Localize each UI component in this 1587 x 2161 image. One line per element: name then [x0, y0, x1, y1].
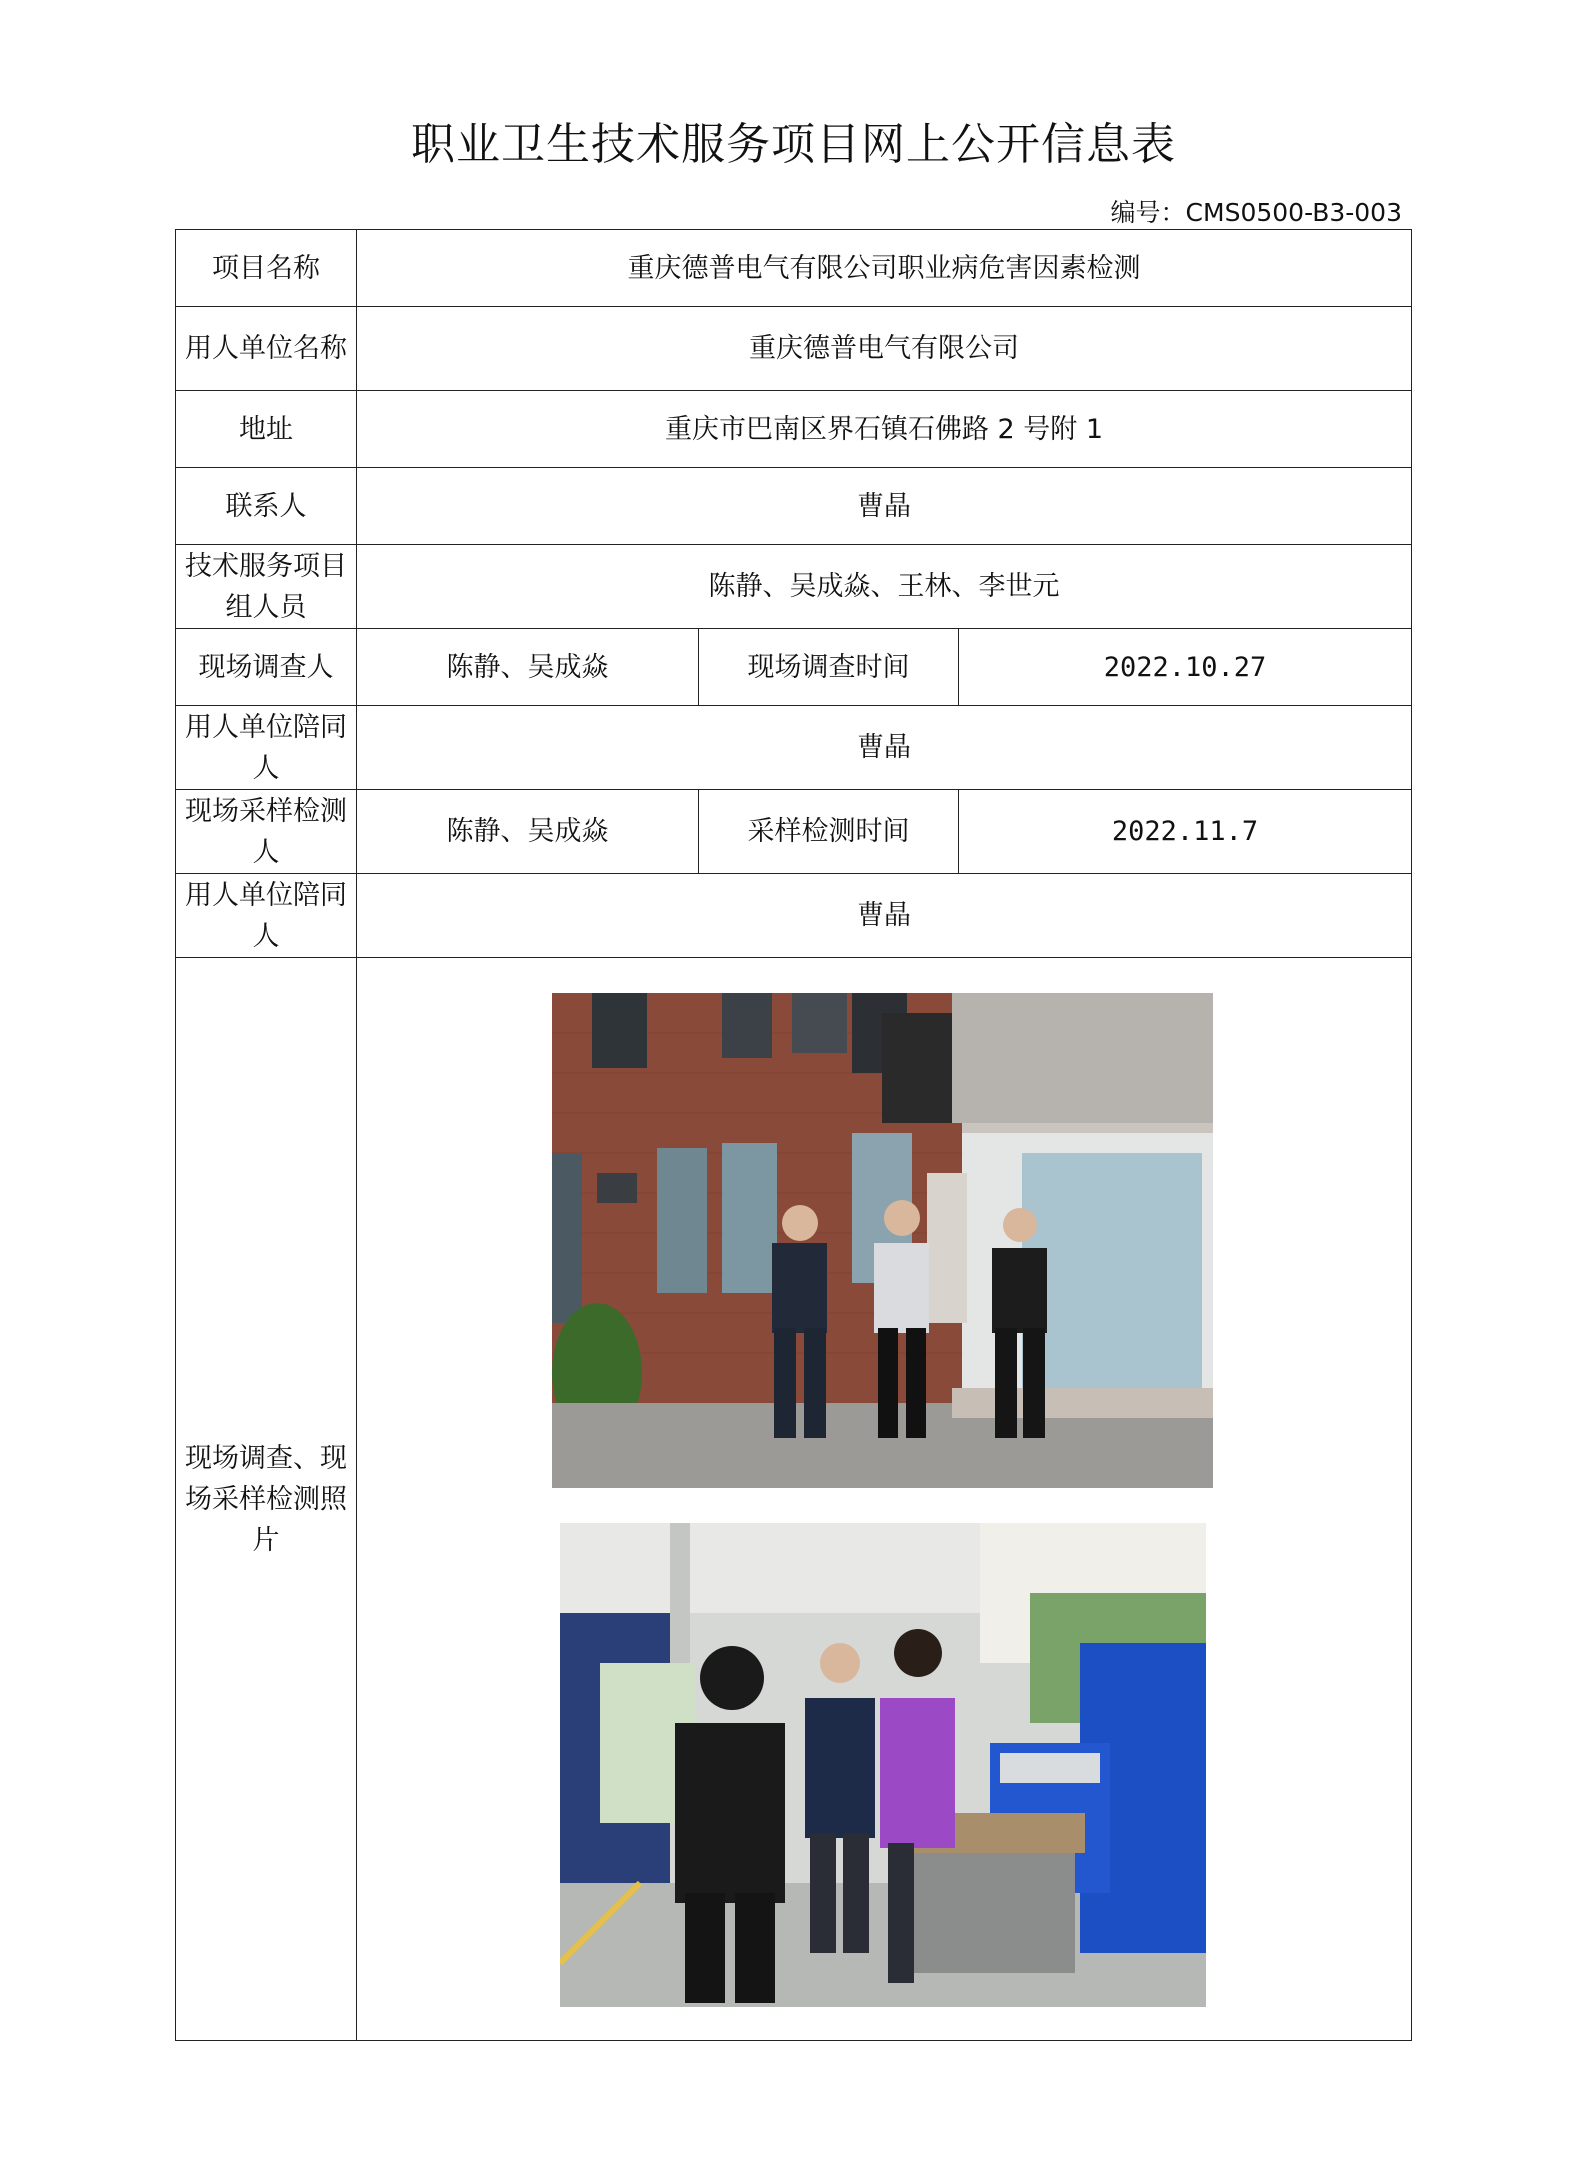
sampling-value: 陈静、吴成焱 [357, 790, 699, 874]
address-value: 重庆市巴南区界石镇石佛路 2 号附 1 [357, 391, 1412, 468]
project-name-value: 重庆德普电气有限公司职业病危害因素检测 [357, 230, 1412, 307]
site-survey-value: 陈静、吴成焱 [357, 629, 699, 706]
sampling-time-value: 2022.11.7 [959, 790, 1412, 874]
table-row [176, 307, 1412, 391]
sampling-label: 现场采样检测人 [176, 790, 357, 874]
info-table [175, 229, 1412, 2041]
site-survey-time-value: 2022.10.27 [959, 629, 1412, 706]
table-row [176, 545, 1412, 629]
sampling-escort-value: 曹晶 [357, 874, 1412, 958]
table-row [176, 468, 1412, 545]
site-survey-label: 现场调查人 [176, 629, 357, 706]
document-number: 编号：CMS0500-B3-003 [1110, 198, 1402, 227]
table-row [176, 391, 1412, 468]
team-members-value: 陈静、吴成焱、王林、李世元 [357, 545, 1412, 629]
contact-label: 联系人 [176, 468, 357, 545]
survey-escort-value: 曹晶 [357, 706, 1412, 790]
team-members-label: 技术服务项目组人员 [176, 545, 357, 629]
photo-workshop-sampling [560, 1523, 1206, 2007]
photo-building-entrance-group [552, 993, 1213, 1488]
sampling-time-label: 采样检测时间 [699, 790, 959, 874]
project-name-label: 项目名称 [176, 230, 357, 307]
table-row [176, 230, 1412, 307]
photos-container [357, 958, 1411, 2040]
site-survey-time-label: 现场调查时间 [699, 629, 959, 706]
table-row [176, 706, 1412, 790]
photos-cell [357, 958, 1412, 2041]
contact-value: 曹晶 [357, 468, 1412, 545]
table-row [176, 958, 1412, 2041]
table-row [176, 790, 1412, 874]
address-label: 地址 [176, 391, 357, 468]
table-row [176, 874, 1412, 958]
employer-name-value: 重庆德普电气有限公司 [357, 307, 1412, 391]
workshop-sampling-image [560, 1523, 1206, 2007]
page-title: 职业卫生技术服务项目网上公开信息表 [411, 119, 1176, 170]
sampling-escort-label: 用人单位陪同人 [176, 874, 357, 958]
survey-escort-label: 用人单位陪同人 [176, 706, 357, 790]
employer-name-label: 用人单位名称 [176, 307, 357, 391]
building-entrance-image [552, 993, 1213, 1488]
photos-label: 现场调查、现场采样检测照片 [176, 958, 357, 2041]
table-row [176, 629, 1412, 706]
